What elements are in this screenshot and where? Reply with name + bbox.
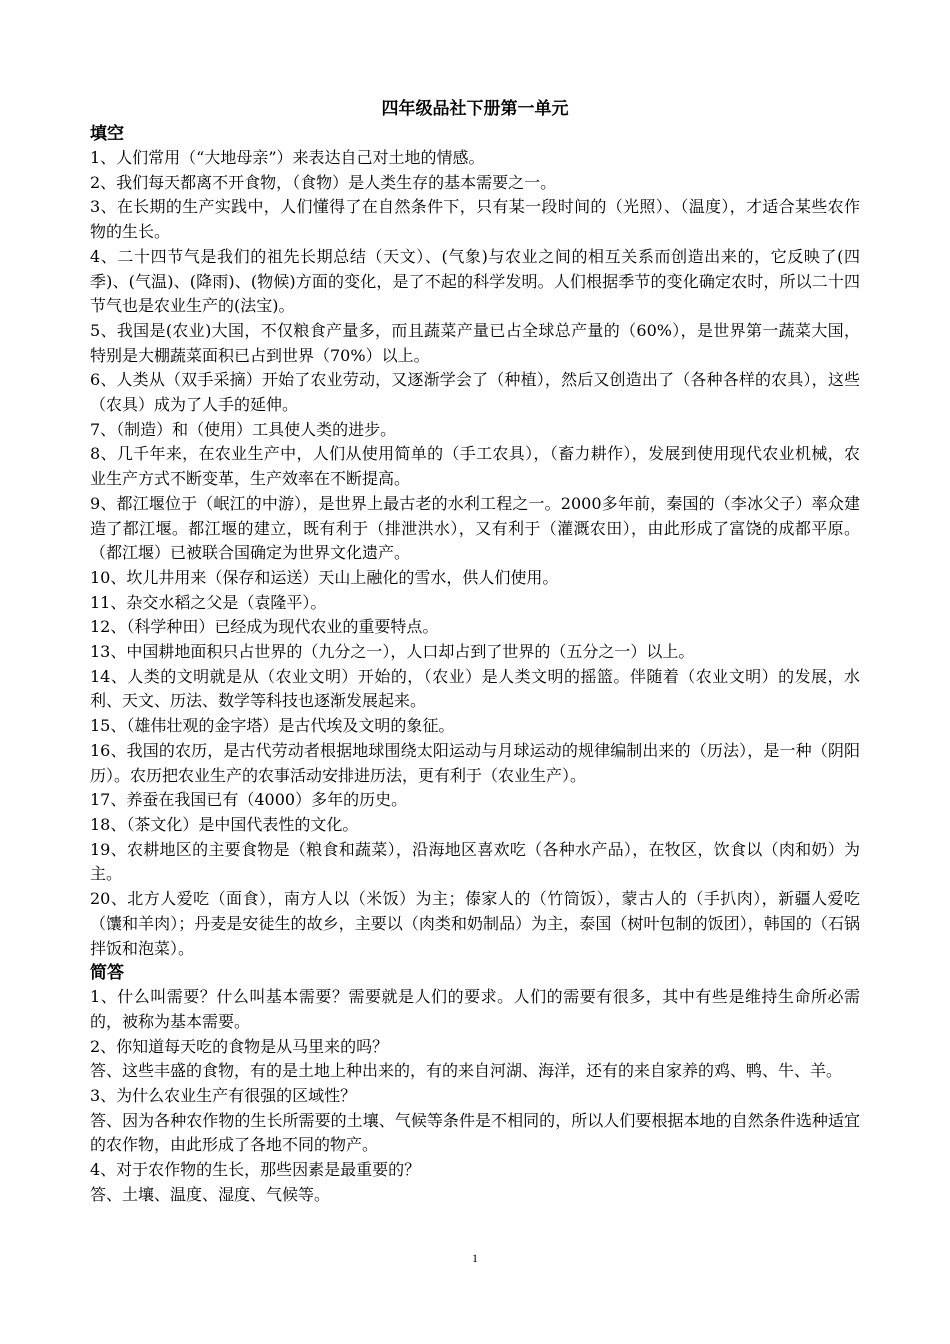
fill-in-item-5: 5、我国是(农业)大国，不仅粮食产量多，而且蔬菜产量已占全球总产量的（60%），是世界第一蔬菜大国，特别是大棚蔬菜面积已占到世界（70%）以上。 [90, 320, 860, 365]
short-answer-item-3: 答、这些丰盛的食物，有的是土地上种出来的，有的来自河湖、海洋，还有的来自家养的鸡、鸭、牛、羊。 [90, 1061, 843, 1081]
short-answer-item-7: 答、土壤、温度、湿度、气候等。 [90, 1184, 331, 1204]
fill-in-item-12: 12、（科学种田）已经成为现代农业的重要特点。 [90, 617, 439, 637]
fill-in-item-7: 7、（制造）和（使用）工具使人类的进步。 [90, 419, 397, 439]
short-answer-item-1: 1、什么叫需要？什么叫基本需要？需要就是人们的要求。人们的需要有很多，其中有些是维持生命所必需的，被称为基本需要。 [90, 987, 860, 1031]
fill-in-item-3: 3、在长期的生产实践中，人们懂得了在自然条件下，只有某一段时间的（光照）、（温度），才适合某些农作物的生长。 [90, 197, 860, 242]
fill-in-item-2: 2、我们每天都离不开食物，（食物）是人类生存的基本需要之一。 [90, 172, 557, 192]
fill-in-item-19: 19、农耕地区的主要食物是（粮食和蔬菜），沿海地区喜欢吃（各种水产品），在牧区，饮食以（肉和奶）为主。 [90, 839, 860, 884]
fill-in-item-6: 6、人类从（双手采摘）开始了农业劳动，又逐渐学会了（种植），然后又创造出了（各种各样的农具），这些（农具）成为了人手的延伸。 [90, 370, 860, 415]
fill-in-item-20: 20、北方人爱吃（面食），南方人以（米饭）为主；傣家人的（竹筒饭），蒙古人的（手扒肉），新疆人爱吃（馕和羊肉）；丹麦是安徒生的故乡，主要以（肉类和奶制品）为主，泰国（树叶包制的饭团），韩国的（石锅拌饭和泡菜）。 [90, 889, 860, 958]
short-answer-item-4: 3、为什么农业生产有很强的区域性？ [90, 1086, 357, 1106]
fill-in-item-15: 15、（雄伟壮观的金字塔）是古代埃及文明的象征。 [90, 716, 455, 736]
section-heading-short-answer: 简答 [90, 963, 124, 984]
short-answer-list [90, 985, 860, 1207]
fill-in-item-17: 17、养蚕在我国已有（4000）多年的历史。 [90, 790, 408, 810]
fill-in-item-18: 18、（茶文化）是中国代表性的文化。 [90, 814, 359, 834]
fill-in-item-16: 16、我国的农历，是古代劳动者根据地球围绕太阳运动与月球运动的规律编制出来的（历法），是一种（阴阳历）。农历把农业生产的农事活动安排进历法，更有利于（农业生产）。 [90, 740, 860, 785]
fill-in-item-13: 13、中国耕地面积只占世界的（九分之一），人口却占到了世界的（五分之一）以上。 [90, 642, 695, 662]
fill-in-item-10: 10、坎儿井用来（保存和运送）天山上融化的雪水，供人们使用。 [90, 567, 559, 587]
document-page [90, 96, 860, 1208]
fill-in-item-1: 1、人们常用（“大地母亲”）来表达自己对土地的情感。 [90, 148, 485, 167]
section-heading-fill-in: 填空 [90, 124, 124, 144]
page-number: 1 [472, 1251, 478, 1265]
short-answer-item-2: 2、你知道每天吃的食物是从马里来的吗？ [90, 1036, 389, 1056]
fill-in-item-11: 11、杂交水稻之父是（袁隆平）。 [90, 592, 327, 612]
short-answer-item-5: 答、因为各种农作物的生长所需要的土壤、气候等条件是不相同的，所以人们要根据本地的自然条件选种适宜的农作物，由此形成了各地不同的物产。 [90, 1110, 860, 1155]
fill-in-item-4: 4、二十四节气是我们的祖先长期总结（天文）、(气象)与农业之间的相互关系而创造出来的，它反映了(四季)、(气温)、(降雨)、(物候)方面的变化，是了不起的科学发明。人们根据季节的变化确定农时，所以二十四节气也是农业生产的(法宝)。 [90, 246, 860, 316]
document-title: 四年级品社下册第一单元 [381, 99, 569, 119]
fill-in-item-9: 9、都江堰位于（岷江的中游），是世界上最古老的水利工程之一。2000多年前，秦国的（李冰父子）率众建造了都江堰。都江堰的建立，既有利于（排泄洪水），又有利于（灌溉农田），由此形成了富饶的成都平原。（都江堰）已被联合国确定为世界文化遗产。 [90, 493, 860, 563]
fill-in-list [90, 146, 860, 961]
short-answer-item-6: 4、对于农作物的生长，那些因素是最重要的？ [90, 1160, 421, 1180]
fill-in-item-8: 8、几千年来，在农业生产中，人们从使用简单的（手工农具），（畜力耕作），发展到使用现代农业机械，农业生产方式不断变革，生产效率在不断提高。 [90, 444, 860, 489]
fill-in-item-14: 14、人类的文明就是从（农业文明）开始的，（农业）是人类文明的摇篮。伴随着（农业文明）的发展，水利、天文、历法、数学等科技也逐渐发展起来。 [90, 666, 860, 711]
